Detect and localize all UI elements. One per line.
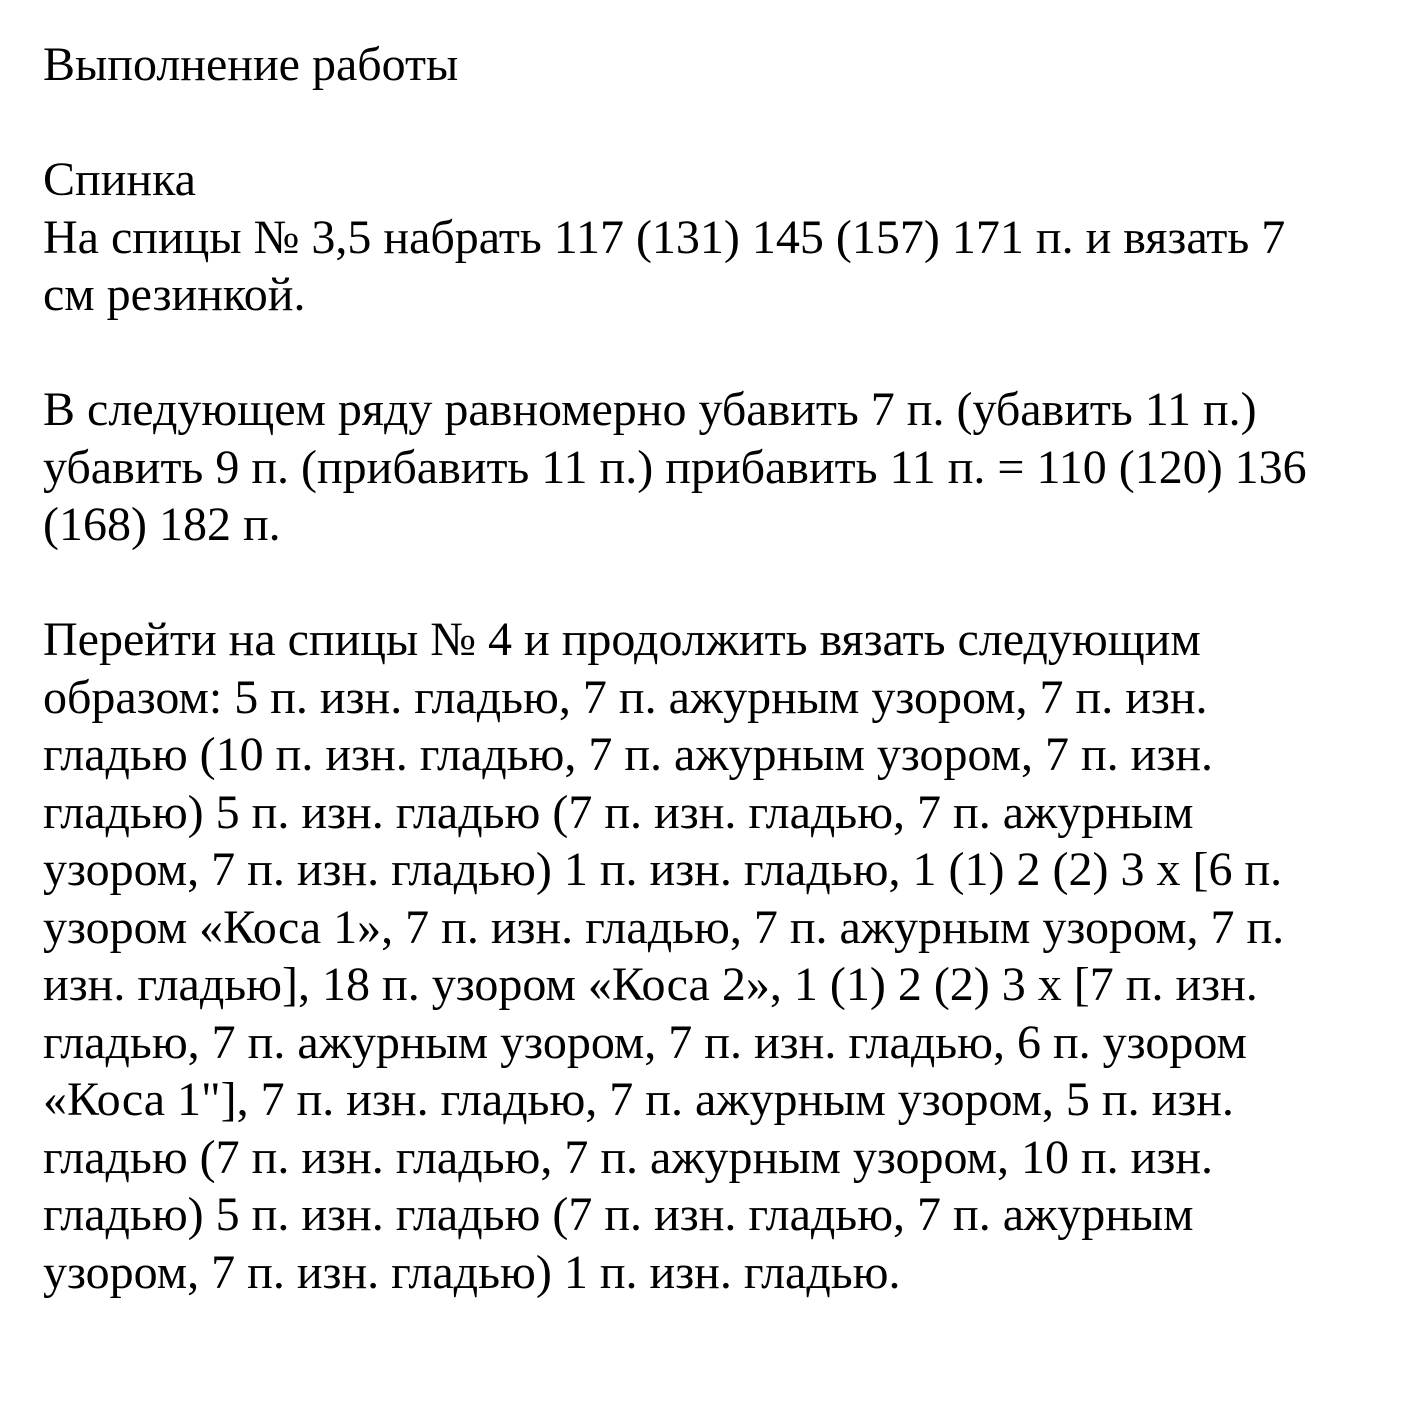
text-line: Спинка — [43, 153, 196, 206]
text-line: (168) 182 п. — [43, 498, 281, 551]
text-line: гладью, 7 п. ажурным узором, 7 п. изн. гладью, 6 п. узором — [43, 1015, 1247, 1069]
text-line: гладью) 5 п. изн. гладью (7 п. изн. гладью, 7 п. ажурным — [43, 1188, 1194, 1241]
paragraph-2 — [43, 381, 1378, 554]
text-line: узором, 7 п. изн. гладью) 1 п. изн. гладью, 1 (1) 2 (2) 3 x [6 п. — [43, 843, 1283, 896]
text-line: На спицы № 3,5 набрать 117 (131) 145 (157) 171 п. и вязать 7 — [43, 210, 1286, 264]
paragraph-1 — [43, 151, 1378, 324]
text-line: В следующем ряду равномерно убавить 7 п. (убавить 11 п.) — [43, 383, 1257, 436]
document-body — [43, 151, 1378, 1301]
text-line: изн. гладью], 18 п. узором «Коса 2», 1 (1) 2 (2) 3 x [7 п. изн. — [43, 958, 1258, 1011]
text-line: узором, 7 п. изн. гладью) 1 п. изн. гладью. — [43, 1245, 901, 1299]
text-line: образом: 5 п. изн. гладью, 7 п. ажурным узором, 7 п. изн. — [43, 670, 1208, 724]
text-line: гладью (7 п. изн. гладью, 7 п. ажурным узором, 10 п. изн. — [43, 1130, 1213, 1184]
document-title: Выполнение работы — [43, 38, 459, 91]
text-line: см резинкой. — [43, 268, 306, 321]
text-line: Перейти на спицы № 4 и продолжить вязать следующим — [43, 613, 1201, 666]
text-line: узором «Коса 1», 7 п. изн. гладью, 7 п. ажурным узором, 7 п. — [43, 900, 1285, 954]
text-line: гладью) 5 п. изн. гладью (7 п. изн. гладью, 7 п. ажурным — [43, 785, 1194, 839]
paragraph-3 — [43, 611, 1378, 1301]
text-line: гладью (10 п. изн. гладью, 7 п. ажурным узором, 7 п. изн. — [43, 728, 1213, 781]
text-line: убавить 9 п. (прибавить 11 п.) прибавить 11 п. = 110 (120) 136 — [43, 440, 1307, 494]
text-line: «Коса 1"], 7 п. изн. гладью, 7 п. ажурным узором, 5 п. изн. — [43, 1073, 1234, 1126]
